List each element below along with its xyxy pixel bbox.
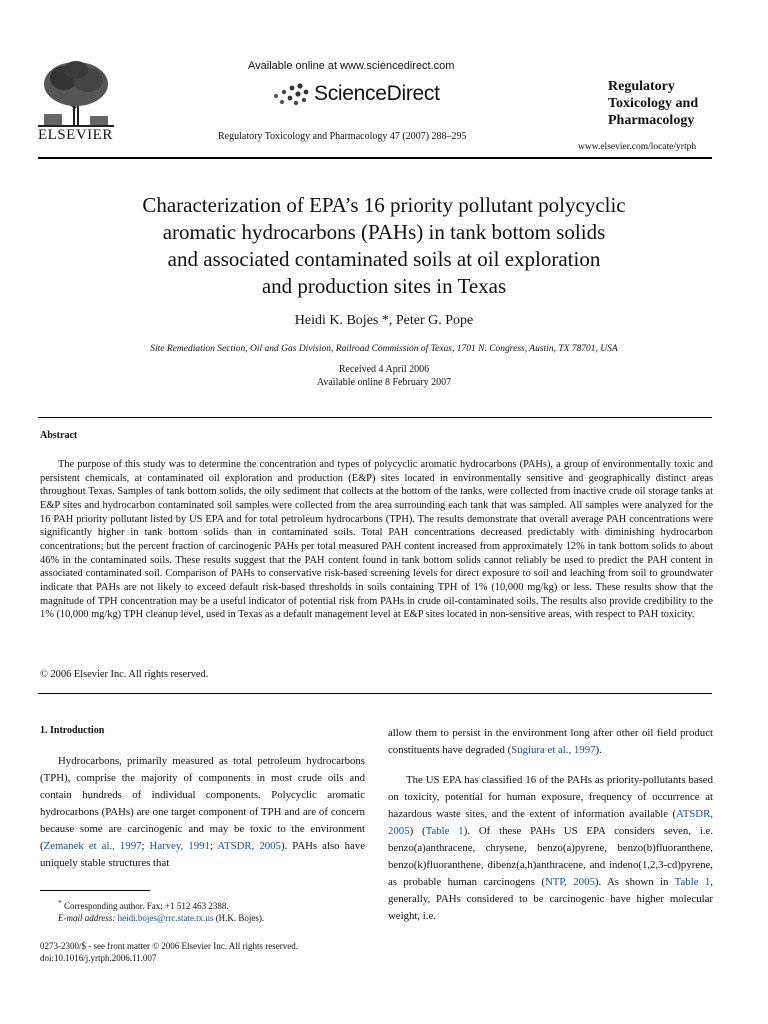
email-link[interactable]: heidi.bojes@rrc.state.tx.us [117,913,214,923]
abstract-bottom-rule [38,693,712,694]
intro-paragraph-left [40,753,365,872]
ref-link-sugiura[interactable]: Sugiura et al., 1997 [511,744,596,756]
journal-name-line: Toxicology and [608,96,699,111]
abstract-heading: Abstract [40,430,78,441]
journal-name-line: Pharmacology [608,113,695,128]
journal-name-line: Regulatory [608,79,675,94]
ref-link-table-1[interactable]: Table 1 [425,825,464,837]
title-line: Characterization of EPA’s 16 priority pollutant polycyclic [142,193,626,217]
intro-paragraph-right-continued [388,725,713,759]
abstract-text: The purpose of this study was to determine the concentration and types of polycyclic aromatic hydrocarbons (PAHs), a group of environmentally toxic and persistent chemicals, at contaminated oil exploration and production (E&P) sites located in environmentally sensitive and geographically distinct areas throughout Texas. Samples of tank bottom solids, the oily sediment that collects at the bottom of the tanks, were collected from inactive crude oil storage tanks at E&P sites and hydrocarbon contaminated soil samples were collected from the area surrounding each tank that was sampled. All samples were analyzed for the 16 PAH priority pollutant listed by US EPA and for total petroleum hydrocarbons (TPH). The results demonstrate that overall average PAH concentrations were significantly higher in tank bottom solids than in contaminated soils. Total PAH concentrations decreased predictably with diminishing hydrocarbon concentrations; but the percent fraction of carcinogenic PAHs per total measured PAH content increased from approximately 12% in tank bottom solids to about 46% in the contaminated soils. These results suggest that the PAH content found in tank bottom solids cannot reliably be used to predict the PAH content in associated contaminated soil. Comparison of PAHs to conservative risk-based screening levels for direct exposure to soil and leaching from soil to groundwater indicate that PAHs are not likely to exceed default risk-based thresholds in soils containing TPH of 1% (10,000 mg/kg) or less. These results show that the magnitude of TPH concentration may be a useful indicator of potential risk from PAHs in crude oil-contaminated soils. The results also provide credibility to the 1% (10,000 mg/kg) TPH cleanup level, used in Texas as a default management level at E&P sites located in non-sensitive areas, with respect to PAH toxicity. [40,459,713,621]
footnote-marker: * [58,898,62,907]
ref-link-table-1[interactable]: Table 1 [674,876,711,888]
elsevier-tree-logo [38,58,114,128]
abstract-top-rule [38,417,712,418]
email-note [40,912,365,924]
footnote [40,897,365,924]
intro-text: Hydrocarbons, primarily measured as total petroleum hydrocarbons (TPH), comprise the majority of components in most crude oils and contain hundreds of individual components. Polycyclic aromatic hydrocarbons (PAHs) are one target component of TPH and are of concern because some are carcinogenic and may be toxic to the environment ( [40,755,365,852]
corresponding-text: Corresponding author. Fax: +1 512 463 2388. [61,901,229,911]
authors: Heidi K. Bojes *, Peter G. Pope [294,313,474,328]
title-line: and production sites in Texas [261,274,507,298]
section-heading-introduction: 1. Introduction [40,725,105,736]
intro-text: ; [209,840,218,852]
received-date: Received 4 April 2006 [338,364,430,375]
affiliation: Site Remediation Section, Oil and Gas Division, Railroad Commission of Texas, 1701 N. Congress, Austin, TX 78701, USA [150,344,618,354]
journal-citation: Regulatory Toxicology and Pharmacology 47 (2007) 288–295 [218,131,467,142]
ref-link-atsdr[interactable]: ATSDR, 2005 [388,808,713,837]
ref-link-harvey[interactable]: Harvey, 1991 [149,840,210,852]
publisher-name: ELSEVIER [38,127,113,143]
sciencedirect-logo [270,82,440,106]
doi-line: doi:10.1016/j.yrtph.2006.11.007 [40,953,157,963]
available-online-line: Available online at www.sciencedirect.com [248,60,455,72]
journal-url[interactable]: www.elsevier.com/locate/yrtph [578,142,697,152]
intro-paragraph-right [388,772,713,925]
email-label: E-mail address: [58,913,118,923]
journal-name [608,78,698,129]
sciencedirect-dots-icon [270,82,310,106]
title-line: aromatic hydrocarbons (PAHs) in tank bottom solids [162,220,606,244]
intro-text: The US EPA has classified 16 of the PAHs as priority-pollutants based on toxicity, potential for human exposure, frequency of occurrence at hazardous waste sites, and the extent of information available ( [388,774,713,820]
intro-text: ; [141,840,150,852]
intro-text: ). PAHs also have uniquely stable structures that [40,840,365,869]
corresponding-author-note [40,897,365,912]
intro-text: , generally, PAHs considered to be carcinogenic have higher molecular weight, i.e. [388,876,713,922]
intro-text: ). Of these PAHs US EPA considers seven, i.e. benzo(a)anthracene, chrysene, benzo(a)pyrene, benzo(b)fluoranthene, benzo(k)fluoranthene, dibenz(a,h)anthracene, and indeno(1,2,3-cd)pyrene, as probable human carcinogens ( [388,825,714,888]
front-matter [40,940,440,964]
header-rule [38,157,712,159]
ref-link-ntp[interactable]: NTP, 2005 [544,876,595,888]
ref-link-atsdr[interactable]: ATSDR, 2005 [217,840,281,852]
footnote-rule [40,890,150,891]
abstract-copyright: © 2006 Elsevier Inc. All rights reserved. [40,669,209,680]
title-line: and associated contaminated soils at oil exploration [167,247,601,271]
ref-link-zemanek[interactable]: Zemanek et al., 1997 [43,840,142,852]
article-title [60,192,708,300]
email-suffix: (H.K. Bojes). [213,913,265,923]
issn-line: 0273-2300/$ - see front matter © 2006 Elsevier Inc. All rights reserved. [40,941,299,951]
intro-text: ). [595,744,602,756]
intro-text: ) ( [409,825,426,837]
intro-text: ). As shown in [594,876,675,888]
intro-text: allow them to persist in the environment long after other oil field product constituents have degraded ( [388,727,713,756]
article-dates [60,363,708,389]
available-date: Available online 8 February 2007 [316,377,452,388]
sciencedirect-wordmark: ScienceDirect [314,82,440,105]
